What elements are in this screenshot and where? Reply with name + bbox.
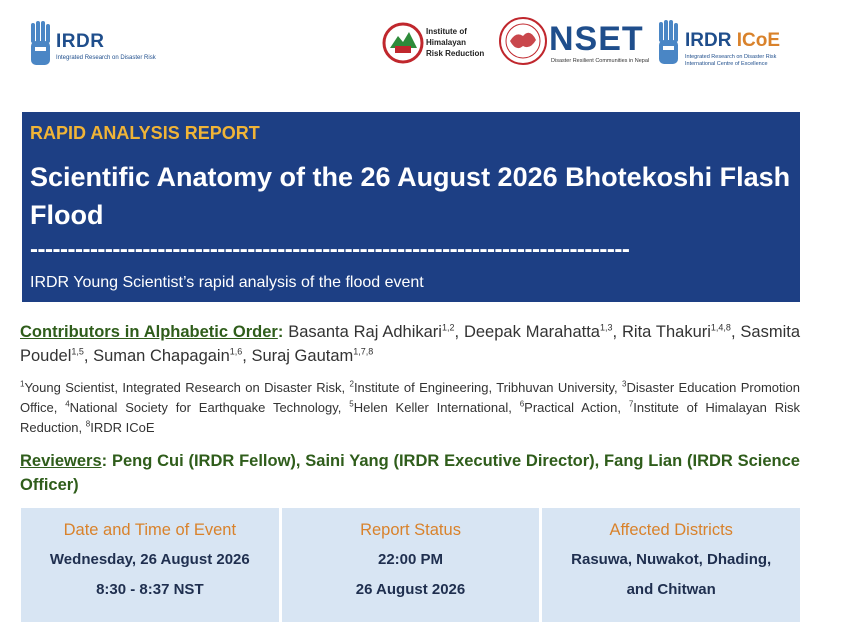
nset-logo	[549, 22, 649, 67]
affiliation: $^7$Institute of Himalayan Risk Reduction	[20, 399, 800, 435]
info-value-line-1: Rasuwa, Nuwakot, Dhading,	[571, 551, 772, 568]
report-subtitle: IRDR Young Scientist’s rapid analysis of the flood event	[30, 274, 424, 291]
nset-logo-name: NSET	[549, 20, 644, 58]
info-value-line-1: 22:00 PM	[377, 551, 444, 568]
event-info-table	[21, 508, 800, 622]
ihrr-logo-line-1: Institute of	[426, 27, 467, 36]
irdr-logo	[29, 21, 169, 71]
irdr-icoe-subtitle-2: International Centre of Excellence	[685, 61, 768, 67]
ihrr-emblem-icon	[382, 22, 424, 64]
info-header: Affected Districts	[609, 521, 733, 539]
affiliation: $^4$National Society for Earthquake Technology	[65, 399, 338, 415]
info-value-line-2: and Chitwan	[626, 581, 716, 598]
info-header: Date and Time of Event	[63, 521, 237, 539]
nset-logo-subtitle: Disaster Resilient Communities in Nepal	[551, 58, 650, 64]
contributors-label: Contributors in Alphabetic Order	[20, 323, 278, 341]
contributor: Suraj Gautam$^{1,7,8}$	[251, 346, 374, 365]
contributor: Basanta Raj Adhikari$^{1,2}$	[288, 322, 455, 341]
reviewers-list: Peng Cui (IRDR Fellow), Saini Yang (IRDR Executive Director), Fang Lian (IRDR Science Officer)	[20, 452, 800, 494]
banner-divider: --------------------------------------------------------------------------------	[30, 240, 630, 260]
hand-icon	[29, 21, 53, 67]
affiliations-paragraph: $^1$Young Scientist, Integrated Research on Disaster Risk, $^2$Institute of Engineering, Tribhuvan University, $^3$Disaster Education Promotion Office, $^4$National Society for Earthquake Technology, $^5$Helen Keller International, $^6$Practical Action, $^7$Institute of Himalayan Risk Reduction, $^8$IRDR ICoE	[20, 379, 800, 435]
affiliation: $^5$Helen Keller International	[349, 399, 509, 415]
contributors-paragraph: Contributors in Alphabetic Order: Basanta Raj Adhikari$^{1,2}$, Deepak Marahatta$^{1,3}$, Rita Thakuri$^{1,4,8}$, Sasmita Poudel$^{1,5}$, Suman Chapagain$^{1,6}$, Suraj Gautam$^{1,7,8}$	[20, 322, 801, 365]
irdr-icoe-logo-name: IRDR ICoE	[685, 30, 781, 51]
irdr-logo-name: IRDR	[56, 31, 105, 52]
info-value-line-2: 26 August 2026	[355, 581, 466, 598]
ihrr-logo-line-2: Himalayan	[426, 38, 467, 47]
contributor: Suman Chapagain$^{1,6}$	[93, 346, 243, 365]
info-cell-affected-districts	[542, 508, 800, 622]
report-type-label: RAPID ANALYSIS REPORT	[30, 123, 260, 143]
hand-icon	[657, 20, 681, 66]
info-header: Report Status	[360, 521, 461, 539]
contributor: Sasmita Poudel$^{1,5}$	[20, 323, 801, 365]
title-banner	[22, 112, 800, 302]
ihrr-logo-line-3: Risk Reduction	[426, 49, 485, 58]
contributor: Deepak Marahatta$^{1,3}$	[463, 322, 613, 341]
affiliation: $^8$IRDR ICoE	[85, 419, 155, 435]
irdr-logo-subtitle: Integrated Research on Disaster Risk	[56, 55, 156, 61]
reviewers-label: Reviewers	[20, 452, 102, 470]
reviewers-paragraph: Reviewers: Peng Cui (IRDR Fellow), Saini Yang (IRDR Executive Director), Fang Lian (IRDR Science Officer)	[20, 452, 800, 494]
affiliation: $^3$Disaster Education Promotion Office	[20, 379, 800, 415]
irdr-icoe-subtitle-1: Integrated Research on Disaster Risk	[685, 54, 777, 60]
report-title: Scientific Anatomy of the 26 August 2026 Bhotekoshi Flash Flood	[30, 162, 791, 230]
ihrr-logo	[382, 20, 492, 68]
info-cell-report-status	[282, 508, 540, 622]
irdr-icoe-logo	[657, 20, 797, 70]
affiliation: $^6$Practical Action	[519, 399, 618, 415]
affiliation: $^2$Institute of Engineering, Tribhuvan University	[349, 379, 615, 395]
info-cell-date-time	[21, 508, 279, 622]
info-value-line-1: Wednesday, 26 August 2026	[49, 551, 250, 568]
info-value-line-2: 8:30 - 8:37 NST	[96, 581, 204, 598]
contributor: Rita Thakuri$^{1,4,8}$	[621, 322, 731, 341]
nset-seal-icon	[498, 16, 548, 66]
affiliation: $^1$Young Scientist, Integrated Research on Disaster Risk	[20, 379, 342, 395]
